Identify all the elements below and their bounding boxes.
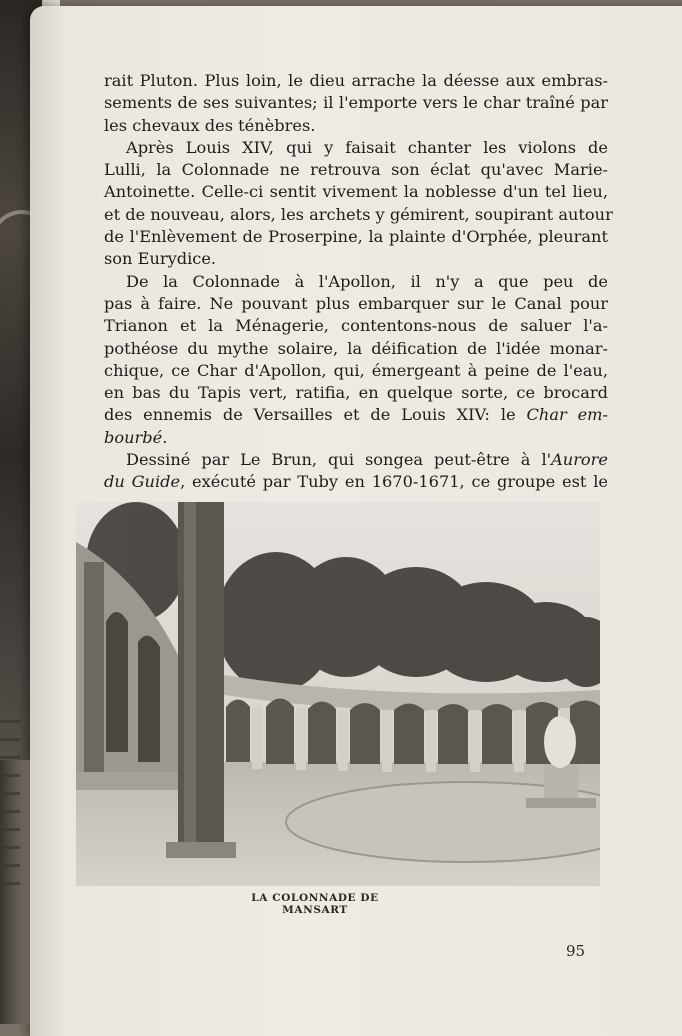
paragraph-3 xyxy=(104,271,608,449)
paragraph-1 xyxy=(104,70,608,137)
photo-caption: LA COLONNADE DE MANSART xyxy=(251,892,379,916)
text-line xyxy=(104,427,608,449)
text-segment: Dessiné par Le Brun, qui songea peut-être à l' xyxy=(126,450,552,470)
facing-page-text xyxy=(0,720,20,900)
text-line: Antoinette. Celle-ci sentit vivement la noblesse d'un tel lieu, xyxy=(104,182,608,202)
text-line: Lulli, la Colonnade ne retrouva son éclat qu'avec Marie- xyxy=(104,160,608,180)
text-line xyxy=(104,404,608,426)
italic-segment: bourbé. xyxy=(104,427,168,447)
text-line: sements de ses suivantes; il l'emporte vers le char traîné par xyxy=(104,93,608,113)
text-line: chique, ce Char d'Apollon, qui, émergeant à peine de l'eau, xyxy=(104,360,608,380)
text-line: pothéose du mythe solaire, la déification de l'idée monar- xyxy=(104,338,608,358)
page-number: 95 xyxy=(566,942,586,960)
italic-segment: Aurore xyxy=(551,450,608,470)
text-line: Après Louis XIV, qui y faisait chanter les violons de xyxy=(126,137,608,157)
text-line: et de nouveau, alors, les archets y gémirent, soupirant autour xyxy=(104,204,613,224)
body-text xyxy=(104,70,613,494)
photograph-image xyxy=(76,502,600,886)
paragraph-4 xyxy=(104,449,608,494)
text-line: pas à faire. Ne pouvant plus embarquer sur le Canal pour xyxy=(104,293,608,313)
colonnade-photograph xyxy=(76,502,600,886)
text-line: rait Pluton. Plus loin, le dieu arrache la déesse aux embras- xyxy=(104,71,608,90)
text-line: en bas du Tapis vert, ratifia, en quelque sorte, ce brocard xyxy=(104,383,608,403)
italic-segment: du Guide xyxy=(104,472,181,492)
text-line xyxy=(104,471,608,493)
text-line xyxy=(104,449,608,471)
text-line: De la Colonnade à l'Apollon, il n'y a que peu de xyxy=(126,271,608,291)
text-line: les chevaux des ténèbres. xyxy=(104,115,316,135)
paragraph-2 xyxy=(104,137,613,271)
italic-segment: Char em- xyxy=(526,405,608,425)
text-line: son Eurydice. xyxy=(104,249,217,269)
text-segment: des ennemis de Versailles et de Louis XIV: le xyxy=(104,405,527,425)
text-line: Trianon et la Ménagerie, contentons-nous de saluer l'a- xyxy=(104,316,608,336)
text-line: de l'Enlèvement de Proserpine, la plainte d'Orphée, pleurant xyxy=(104,227,608,247)
text-segment: , exécuté par Tuby en 1670-1671, ce groupe est le xyxy=(180,472,608,492)
